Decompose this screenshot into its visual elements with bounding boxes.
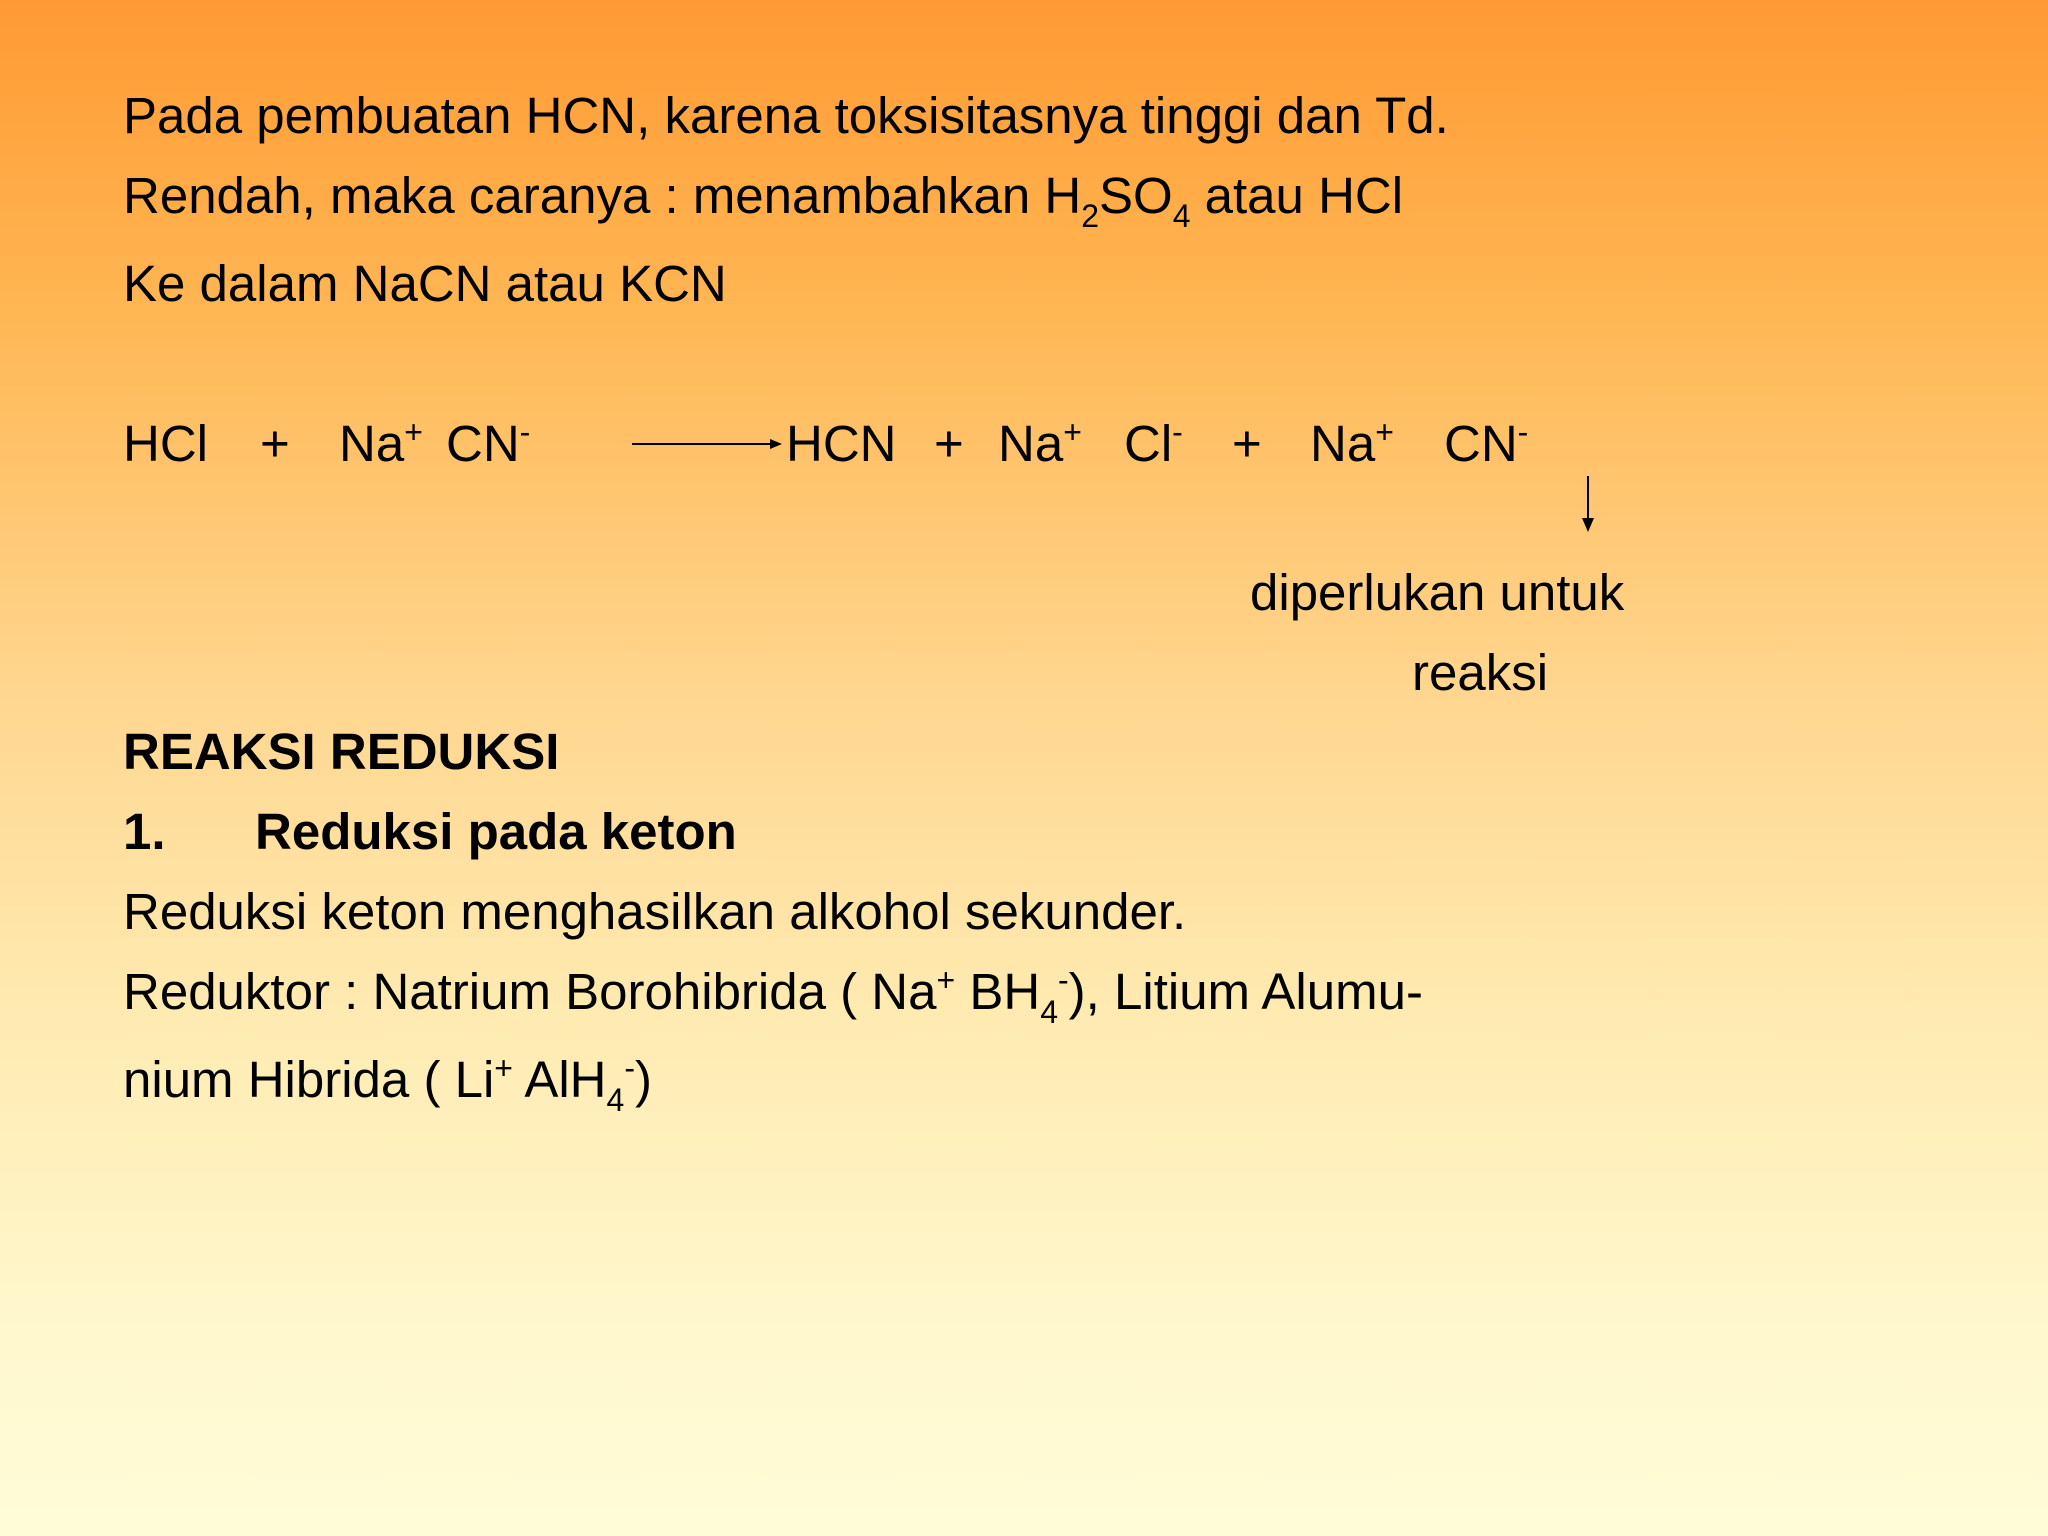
superscript-minus: -: [1517, 414, 1529, 450]
product-na-ion: [998, 414, 1082, 480]
product-cn-text: CN: [1444, 415, 1518, 472]
item-number: 1.: [123, 803, 166, 860]
plus-sign-2: [934, 414, 964, 474]
intro-line-2-text-a: Rendah, maka caranya : menambahkan H: [123, 167, 1082, 224]
section-heading-text: REAKSI REDUKSI: [123, 723, 560, 780]
plus-sign-3-text: +: [1232, 415, 1262, 472]
intro-line-2: [123, 166, 1403, 232]
superscript-minus: -: [1172, 414, 1183, 450]
intro-line-2-text-b: SO: [1099, 167, 1173, 224]
item-title: Reduksi pada keton: [255, 803, 737, 860]
reaction-note-line-1: [1250, 563, 1624, 623]
reductor-text-a: Reduktor : Natrium Borohibrida ( Na: [123, 963, 937, 1020]
hydride-line: [123, 1050, 652, 1116]
subscript-4: 4: [1040, 994, 1059, 1030]
reactant-na-text: Na: [339, 415, 405, 472]
plus-sign-2-text: +: [934, 415, 964, 472]
subscript-4: 4: [1172, 198, 1191, 234]
description-text: Reduksi keton menghasilkan alkohol sekunder.: [123, 883, 1187, 940]
superscript-plus: +: [404, 414, 423, 450]
intro-line-1-text: Pada pembuatan HCN, karena toksisitasnya tinggi dan Td.: [123, 87, 1449, 144]
plus-sign-3: [1232, 414, 1262, 474]
intro-line-3-text: Ke dalam NaCN atau KCN: [123, 255, 727, 312]
reaction-arrow-icon: [632, 434, 782, 454]
reactant-na-ion: [339, 414, 423, 480]
reactant-hcl-text: HCl: [123, 415, 208, 472]
intro-line-3: [123, 254, 727, 314]
reductor-line: [123, 962, 1423, 1028]
reactant-cn-text: CN: [446, 415, 520, 472]
reaction-note-line-2: [1412, 643, 1548, 703]
numbered-item: [123, 802, 737, 862]
superscript-plus: +: [1375, 414, 1394, 450]
hydride-text-c: ): [634, 1051, 652, 1108]
reaction-note-line-2-text: reaksi: [1412, 644, 1549, 701]
superscript-plus: +: [1063, 414, 1082, 450]
down-arrow-icon: [1576, 476, 1600, 532]
superscript-minus: -: [519, 414, 531, 450]
hydride-text-a: nium Hibrida ( Li: [123, 1051, 495, 1108]
reaction-note-line-1-text: diperlukan untuk: [1250, 564, 1625, 621]
intro-line-1: [123, 86, 1449, 146]
hydride-text-b: AlH: [512, 1051, 607, 1108]
superscript-plus: +: [494, 1050, 513, 1086]
intro-line-2-text-c: atau HCl: [1190, 167, 1404, 224]
section-heading: [123, 722, 559, 782]
subscript-4: 4: [606, 1082, 625, 1118]
product-hcn: [786, 414, 897, 474]
description-line: [123, 882, 1186, 942]
superscript-minus: -: [1058, 962, 1069, 998]
plus-sign-1: [260, 414, 290, 474]
product-na-ion-2: [1310, 414, 1394, 480]
product-na-text: Na: [998, 415, 1064, 472]
product-cl-ion: [1124, 414, 1183, 480]
reductor-text-b: BH: [955, 963, 1041, 1020]
superscript-minus: -: [624, 1050, 635, 1086]
reductor-text-c: ), Litium Alumu-: [1068, 963, 1423, 1020]
product-cl-text: Cl: [1124, 415, 1173, 472]
reactant-hcl: [123, 414, 208, 474]
subscript-2: 2: [1081, 198, 1099, 234]
plus-sign-1-text: +: [260, 415, 290, 472]
superscript-plus: +: [936, 962, 956, 998]
product-na-2-text: Na: [1310, 415, 1376, 472]
product-hcn-text: HCN: [786, 415, 897, 472]
reactant-cn-ion: [446, 414, 530, 480]
product-cn-ion: [1444, 414, 1528, 480]
